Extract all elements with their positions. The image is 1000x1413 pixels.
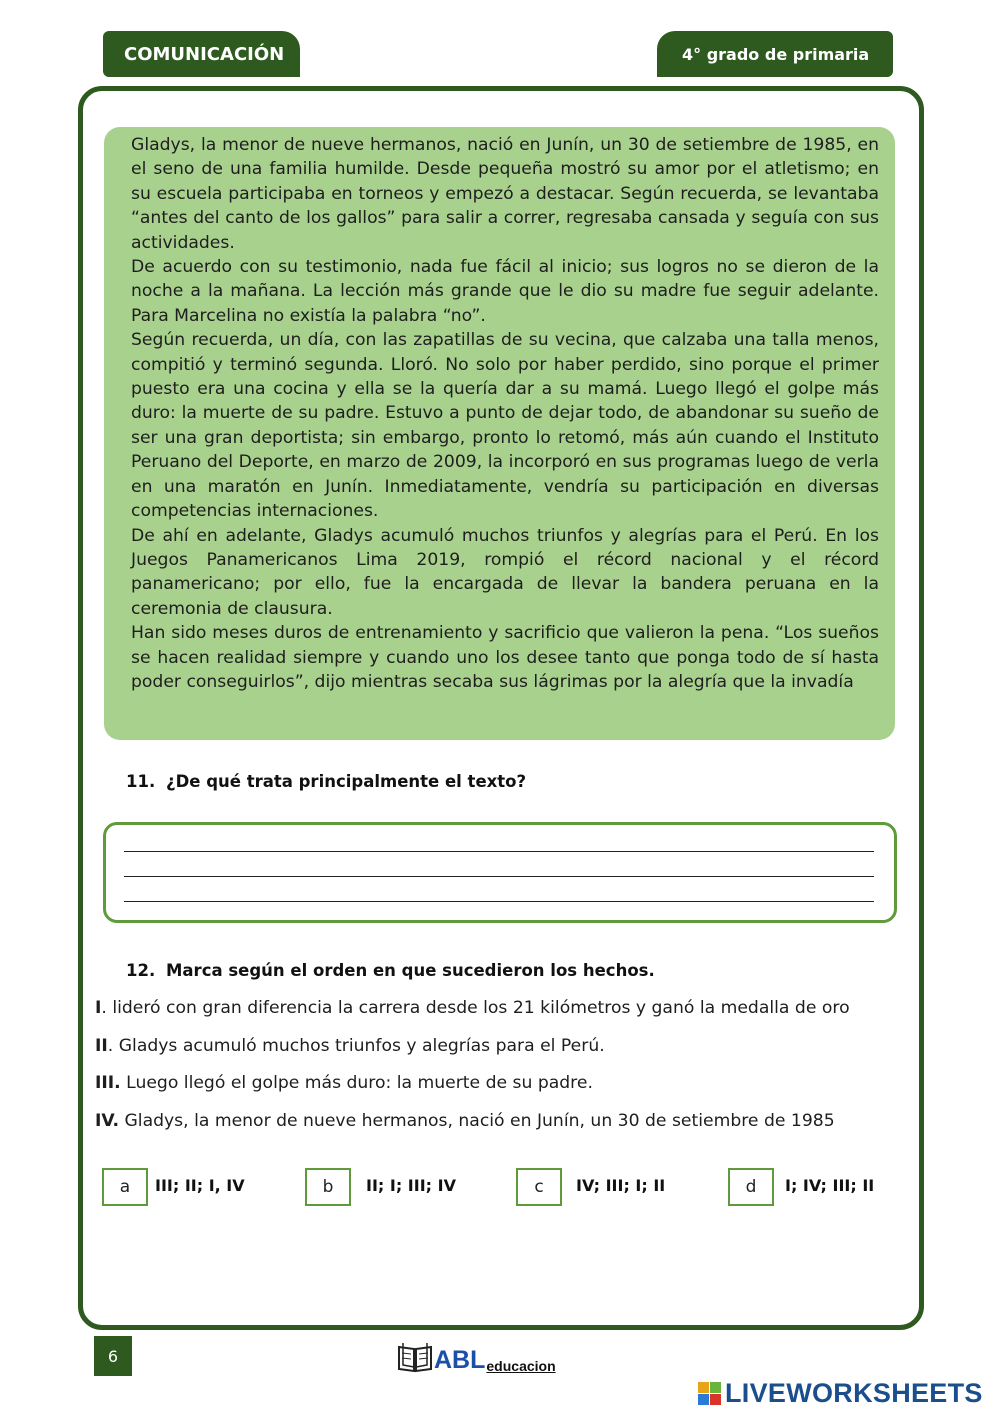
statement-text: lideró con gran diferencia la carrera desde los 21 kilómetros y ganó la medalla de oro bbox=[106, 998, 850, 1018]
option-letter: b bbox=[322, 1177, 334, 1197]
reading-passage bbox=[104, 127, 895, 740]
page-number bbox=[94, 1336, 132, 1376]
page-number-label: 6 bbox=[107, 1346, 119, 1366]
option-b-text: II; I; III; IV bbox=[366, 1176, 456, 1195]
statement-label: II bbox=[95, 1036, 108, 1056]
option-d-box[interactable] bbox=[728, 1168, 774, 1206]
question-text: Marca según el orden en que sucedieron los hechos. bbox=[166, 961, 655, 980]
option-b-box[interactable] bbox=[305, 1168, 351, 1206]
question-text: ¿De qué trata principalmente el texto? bbox=[166, 772, 527, 791]
statement-label: IV. bbox=[95, 1111, 120, 1131]
question-12 bbox=[126, 961, 655, 980]
option-c-text: IV; III; I; II bbox=[576, 1176, 666, 1195]
reading-paragraph: De ahí en adelante, Gladys acumuló muchos triunfos y alegrías para el Perú. En los Juegos Panamericanos Lima 2019, rompió el récord nacional y el récord panamericano; por ello, fue la encargada de llevar la bandera peruana en la ceremonia de clausura. bbox=[131, 525, 879, 619]
reading-paragraph: De acuerdo con su testimonio, nada fue fácil al inicio; sus logros no se dieron de la noche a la mañana. La lección más grande que le dio su madre fue seguir adelante. Para Marcelina no existía la palabra “no”. bbox=[131, 257, 879, 326]
option-letter: c bbox=[534, 1177, 544, 1197]
option-c-box[interactable] bbox=[516, 1168, 562, 1206]
subject-tab bbox=[103, 31, 300, 77]
option-a-text: III; II; I, IV bbox=[155, 1176, 245, 1195]
question-11 bbox=[126, 772, 526, 791]
answer-line bbox=[124, 851, 874, 852]
statement-separator: . bbox=[107, 1036, 114, 1056]
option-a-box[interactable] bbox=[102, 1168, 148, 1206]
book-icon bbox=[396, 1339, 434, 1373]
statement-3 bbox=[95, 1073, 593, 1093]
answer-input-11[interactable] bbox=[103, 822, 897, 923]
statement-label: III. bbox=[95, 1073, 121, 1093]
option-letter: a bbox=[119, 1177, 131, 1197]
answer-line bbox=[124, 876, 874, 877]
statement-text: Gladys, la menor de nueve hermanos, nació en Junín, un 30 de setiembre de 1985 bbox=[119, 1111, 835, 1131]
reading-paragraph: Gladys, la menor de nueve hermanos, nació en Junín, un 30 de setiembre de 1985, en el seno de una familia humilde. Desde pequeña mostró su amor por el atletismo; en su escuela participaba en torneos y empezó a destacar. Según recuerda, se levantaba “antes del canto de los gallos” para salir a correr, regresaba cansada y seguía con sus actividades. bbox=[131, 135, 879, 253]
abl-logo bbox=[396, 1339, 556, 1373]
answer-line bbox=[124, 901, 874, 902]
logo-edu-text: educacion bbox=[486, 1358, 556, 1374]
logo-abl-text: ABL bbox=[434, 1346, 486, 1374]
liveworksheets-text: LIVEWORKSHEETS bbox=[725, 1378, 983, 1408]
question-number: 11. bbox=[126, 772, 156, 791]
statement-4 bbox=[95, 1111, 835, 1131]
grade-label: 4° grado de primaria bbox=[682, 44, 870, 64]
reading-paragraph: Han sido meses duros de entrenamiento y sacrificio que valieron la pena. “Los sueños se hacen realidad siempre y cuando uno los desee tanto que ponga todo de sí hasta poder conseguirlos”, dijo mientras secaba sus lágrimas por la alegría que la invadía bbox=[131, 623, 879, 692]
question-number: 12. bbox=[126, 961, 156, 980]
statement-text: Luego llegó el golpe más duro: la muerte de su padre. bbox=[120, 1073, 593, 1093]
liveworksheets-watermark bbox=[698, 1378, 983, 1409]
grade-tab bbox=[657, 31, 893, 77]
liveworksheets-icon bbox=[698, 1382, 721, 1405]
option-letter: d bbox=[745, 1177, 757, 1197]
statement-1 bbox=[95, 998, 850, 1018]
reading-paragraph: Según recuerda, un día, con las zapatillas de su vecina, que calzaba una talla menos, compitió y terminó segunda. Lloró. No solo por haber perdido, sino porque el primer puesto era una cocina y ella se la quería dar a su mamá. Luego llegó el golpe más duro: la muerte de su padre. Estuvo a punto de dejar todo, de abandonar su sueño de ser una gran deportista; sin embargo, pronto lo retomó, más aún cuando el Instituto Peruano del Deporte, en marzo de 2009, la incorporó en sus programas luego de verla en una maratón en Junín. Inmediatamente, vendría su participación en diversas competencias internaciones. bbox=[131, 330, 879, 522]
statement-label: I bbox=[95, 998, 102, 1018]
statement-2 bbox=[95, 1036, 605, 1056]
statement-separator: . bbox=[101, 998, 107, 1018]
option-d-text: I; IV; III; II bbox=[785, 1176, 875, 1195]
subject-label: COMUNICACIÓN bbox=[124, 43, 285, 65]
statement-text: Gladys acumuló muchos triunfos y alegrías para el Perú. bbox=[113, 1036, 605, 1056]
